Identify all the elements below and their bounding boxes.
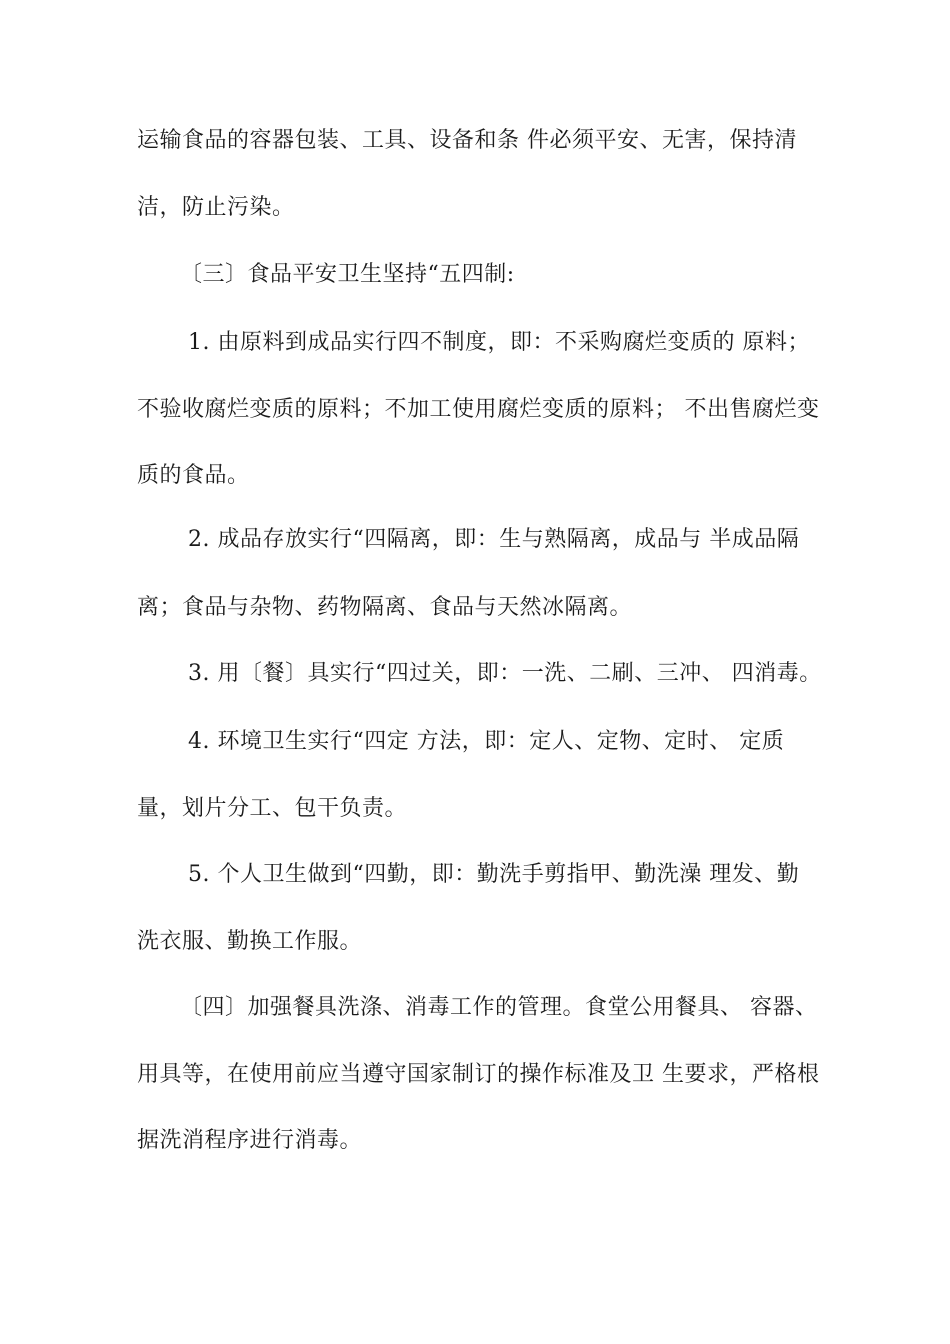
list-item-4: 4. 环境卫生实行“四定 方法，即：定人、定物、定时、 定质 [188, 729, 785, 754]
text-line-2: 洁，防止污染。 [137, 195, 295, 220]
text-line-15: 用具等，在使用前应当遵守国家制订的操作标准及卫 生要求，严格根 [137, 1062, 820, 1087]
text-line-16: 据洗消程序进行消毒。 [137, 1128, 363, 1153]
section-heading-4: 〔四〕加强餐具洗涤、消毒工作的管理。食堂公用餐具、 容器、 [180, 995, 818, 1020]
text-line-11: 量，划片分工、包干负责。 [137, 796, 408, 821]
list-item-3: 3. 用〔餐〕具实行“四过关，即：一洗、二刷、三冲、 四消毒。 [188, 661, 822, 686]
list-item-1: 1. 由原料到成品实行四不制度，即：不采购腐烂变质的 原料； [188, 330, 810, 355]
list-item-5: 5. 个人卫生做到“四勤，即：勤洗手剪指甲、勤洗澡 理发、勤 [188, 862, 800, 887]
list-item-2: 2. 成品存放实行“四隔离，即：生与熟隔离，成品与 半成品隔 [188, 527, 800, 552]
text-line-6: 质的食品。 [137, 463, 250, 488]
text-line-13: 洗衣服、勤换工作服。 [137, 929, 363, 954]
section-heading-3: 〔三〕食品平安卫生坚持“五四制: [180, 262, 515, 287]
text-line-8: 离；食品与杂物、药物隔离、食品与天然冰隔离。 [137, 595, 633, 620]
text-line-1: 运输食品的容器包装、工具、设备和条 件必须平安、无害，保持清 [137, 128, 797, 153]
text-line-5: 不验收腐烂变质的原料；不加工使用腐烂变质的原料； 不出售腐烂变 [137, 397, 820, 422]
